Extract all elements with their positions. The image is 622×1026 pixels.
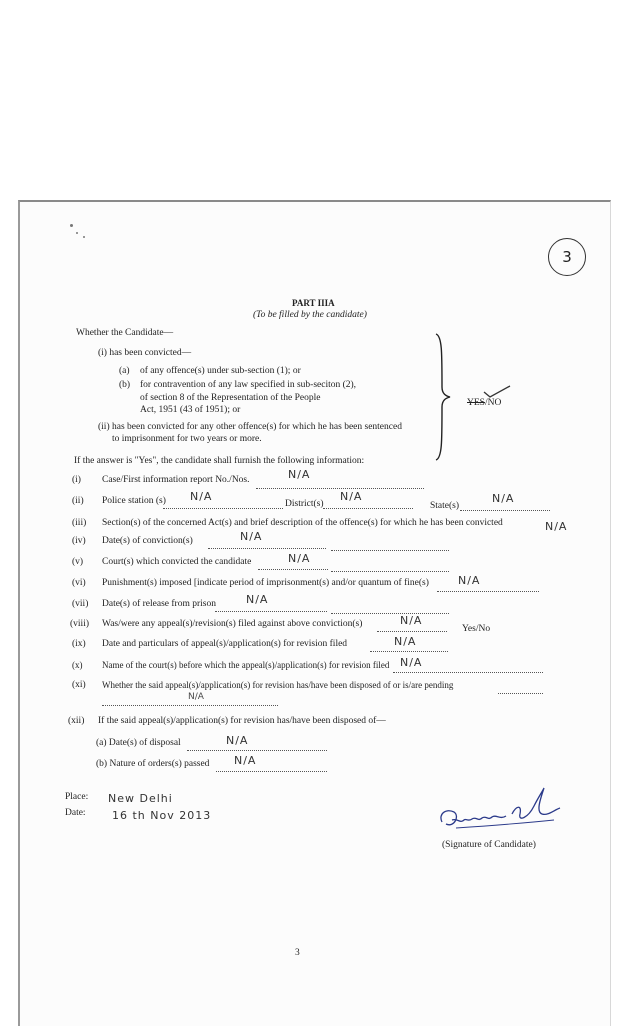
item-i-num: (i) [72,475,81,485]
item-iv-value: N/A [240,530,263,543]
item-iii-num: (iii) [72,518,87,528]
item-i-line [256,478,424,489]
item-ii-district-label: District(s) [285,499,324,509]
page-marker-circle: 3 [548,238,586,276]
date-value: 16 th Nov 2013 [112,809,212,822]
item-vi-num: (vi) [72,578,86,588]
item-vi-label: Punishment(s) imposed [indicate period of imprisonment(s) and/or quantum of fine(s) [102,578,429,588]
item-vii-line [215,601,327,612]
item-ii-num: (ii) [72,496,84,506]
checkmark-icon [482,384,512,400]
item-ii-police-label: Police station (s) [102,496,166,506]
item-vi-value: N/A [458,574,481,587]
item-v-line2 [331,561,449,572]
item-xii-label: If the said appeal(s)/application(s) for revision has/have been disposed of— [98,716,386,726]
item-xii-b-label: (b) Nature of orders(s) passed [96,759,210,769]
item-x-num: (x) [72,660,83,670]
item-ix-num: (ix) [72,639,86,649]
item-ii-state-value: N/A [492,492,515,505]
item-xi-line [498,683,543,694]
no-selected: /NO [484,398,502,408]
speck [76,232,78,234]
place-label: Place: [65,792,89,802]
item-vi-line [437,581,539,592]
question-ii-line1: (ii) has been convicted for any other offence(s) for which he has been sentenced [98,422,402,432]
part-title: PART IIIA [292,298,335,308]
question-b-num: (b) [119,380,131,390]
item-viii-value: N/A [400,614,423,627]
instruction-text: If the answer is "Yes", the candidate shall furnish the following information: [74,456,365,466]
place-value: New Delhi [108,792,173,805]
item-v-label: Court(s) which convicted the candidate [102,557,252,567]
item-xii-a-line [187,740,327,751]
page-number: 3 [295,948,300,958]
speck [70,224,73,227]
item-iv-line [208,538,326,549]
item-xi-value: N/A [188,692,204,702]
item-xii-b-line [216,761,327,772]
item-vii-line2 [331,603,449,614]
item-ii-police-line [163,498,283,509]
item-ii-district-value: N/A [340,490,363,503]
question-i: (i) has been convicted— [98,348,192,358]
question-b-line1: for contravention of any law specified in sub-seciton (2), [140,380,357,390]
item-ix-label: Date and particulars of appeal(s)/application(s) for revision filed [102,639,348,649]
item-iv-line2 [331,540,449,551]
item-vii-num: (vii) [72,599,89,609]
yes-struck: YES [467,398,485,408]
item-viii-label: Was/were any appeal(s)/revision(s) filed against above conviction(s) [102,619,363,629]
question-a-num: (a) [119,366,130,376]
item-vii-label: Date(s) of release from prison [102,599,216,609]
item-iii-label: Section(s) of the concerned Act(s) and brief description of the offence(s) for which he has been convicted [102,518,503,528]
item-viii-yesno: Yes/No [462,624,491,634]
question-ii-line2: to imprisonment for two years or more. [112,434,262,444]
item-iv-num: (iv) [72,536,86,546]
question-a: of any offence(s) under sub-section (1); or [140,366,301,376]
item-vii-value: N/A [246,593,269,606]
item-v-num: (v) [72,557,84,567]
date-label: Date: [65,808,86,818]
item-ix-value: N/A [394,635,417,648]
item-x-value: N/A [400,656,423,669]
item-xii-b-value: N/A [234,754,257,767]
item-v-value: N/A [288,552,311,565]
item-xii-num: (xii) [68,716,85,726]
item-viii-num: (viii) [70,619,89,629]
brace-icon [432,332,452,462]
item-xii-a-value: N/A [226,734,249,747]
signature-label: (Signature of Candidate) [442,840,536,850]
item-x-label: Name of the court(s) before which the appeal(s)/application(s) for revision filed [102,660,390,670]
item-xi-num: (xi) [72,680,86,690]
signature-icon [436,784,564,838]
item-iii-value: N/A [545,520,568,533]
item-xi-label: Whether the said appeal(s)/application(s) for revision has/have been disposed of or is/are pending [102,680,454,690]
speck [83,236,85,238]
part-subtitle: (To be filled by the candidate) [253,310,367,320]
question-b-line2: of section 8 of the Representation of the People [140,393,321,403]
item-ii-district-line [323,498,413,509]
item-i-label: Case/First information report No./Nos. [102,475,250,485]
item-xii-a-label: (a) Date(s) of disposal [96,738,181,748]
intro-text: Whether the Candidate— [76,328,174,338]
item-ii-state-label: State(s) [430,501,460,511]
item-iv-label: Date(s) of conviction(s) [102,536,193,546]
item-i-value: N/A [288,468,311,481]
question-b-line3: Act, 1951 (43 of 1951); or [140,405,241,415]
document-sheet [18,200,611,1026]
item-ii-police-value: N/A [190,490,213,503]
